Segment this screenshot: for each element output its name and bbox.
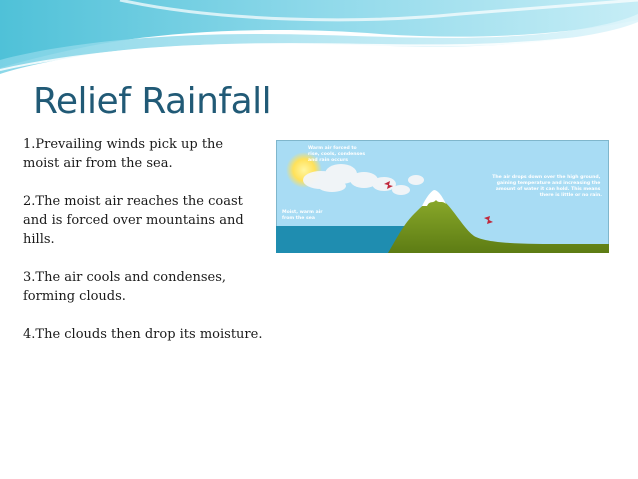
label-descend: The air drops down over the high ground, gaining temperature and increasing the amount of water it can hold. This means there is little or no rain. [492, 175, 602, 198]
slide-title: Relief Rainfall [33, 81, 272, 122]
bullet-point-3: 3.The air cools and condenses, forming clouds. [23, 270, 227, 304]
label-sea: Moist, warm air from the sea [282, 210, 323, 221]
header-wave-band [0, 0, 638, 80]
bullet-point-1: 1.Prevailing winds pick up the moist air from the sea. [23, 137, 224, 171]
sea [276, 226, 406, 253]
bullet-point-4: 4.The clouds then drop its moisture. [23, 327, 263, 342]
relief-rainfall-diagram [276, 140, 609, 253]
label-rise: Warm air forced to rise, cools, condenses and rain occurs [308, 146, 366, 163]
bullet-point-2: 2.The moist air reaches the coast and is forced over mountains and hills. [23, 194, 244, 247]
bullet-list [23, 135, 263, 363]
